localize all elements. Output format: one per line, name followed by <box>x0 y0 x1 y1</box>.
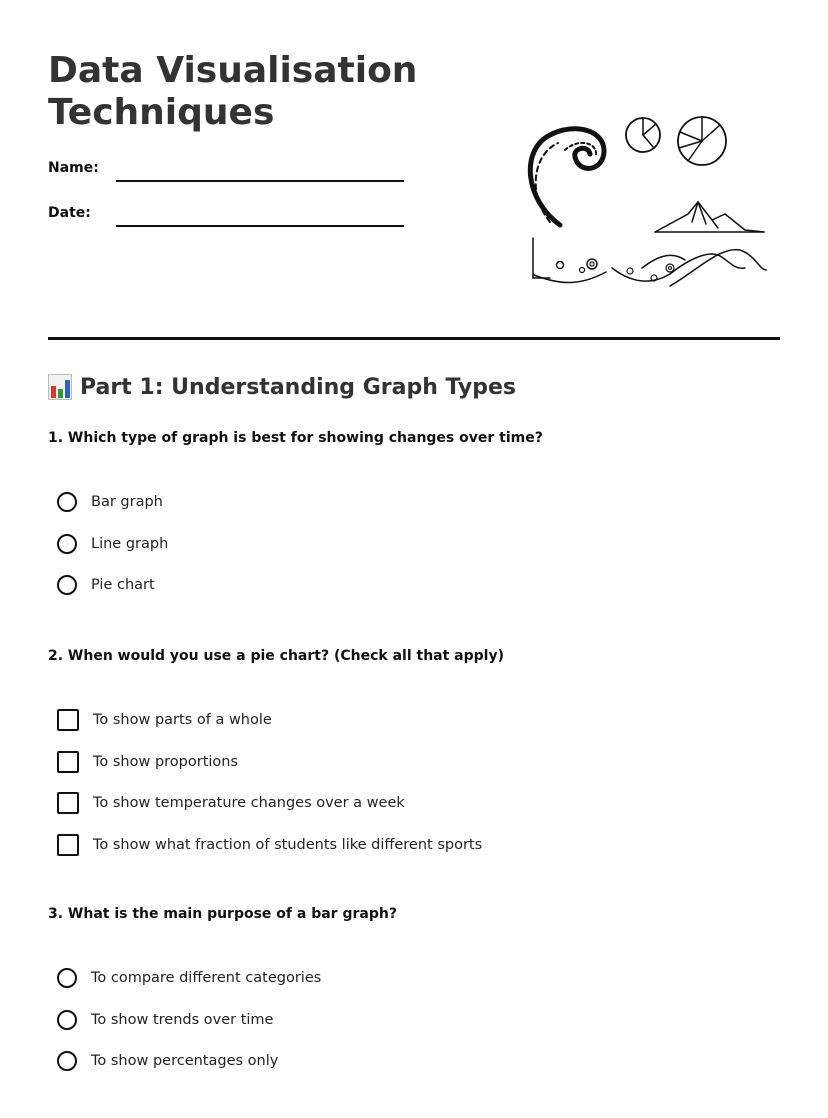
q2-option-1[interactable] <box>57 709 272 731</box>
part1-title: Part 1: Understanding Graph Types <box>80 374 517 400</box>
radio-button[interactable] <box>57 968 77 988</box>
radio-button[interactable] <box>57 575 77 595</box>
large-pie-icon <box>678 117 726 165</box>
checkbox[interactable] <box>57 834 79 856</box>
option-label: To show parts of a whole <box>93 712 272 728</box>
q1-option-2[interactable] <box>57 534 168 554</box>
name-field[interactable] <box>116 180 404 182</box>
option-label: To show percentages only <box>91 1053 279 1069</box>
page-title: Data Visualisation Techniques <box>48 50 418 133</box>
option-label: To compare different categories <box>91 970 322 986</box>
checkbox[interactable] <box>57 709 79 731</box>
date-label: Date: <box>48 205 91 221</box>
option-label: To show what fraction of students like different sports <box>93 837 483 853</box>
mountain-icon <box>655 202 764 232</box>
q1-option-1[interactable] <box>57 492 163 512</box>
radio-button[interactable] <box>57 534 77 554</box>
q3-option-3[interactable] <box>57 1051 278 1071</box>
checkbox[interactable] <box>57 792 79 814</box>
section-divider <box>48 337 780 340</box>
q3-option-2[interactable] <box>57 1010 273 1030</box>
small-pie-icon <box>626 118 660 152</box>
q3-option-1[interactable] <box>57 968 321 988</box>
part1-heading <box>48 374 516 400</box>
option-label: Pie chart <box>91 577 155 593</box>
question-3: 3. What is the main purpose of a bar graph? <box>48 906 397 922</box>
q2-option-3[interactable] <box>57 792 405 814</box>
option-label: To show trends over time <box>91 1012 274 1028</box>
q1-option-3[interactable] <box>57 575 155 595</box>
option-label: Bar graph <box>91 494 163 510</box>
radio-button[interactable] <box>57 1051 77 1071</box>
question-2: 2. When would you use a pie chart? (Check all that apply) <box>48 648 504 664</box>
date-field[interactable] <box>116 225 404 227</box>
radio-button[interactable] <box>57 492 77 512</box>
name-label: Name: <box>48 160 99 176</box>
option-label: Line graph <box>91 536 169 552</box>
bar-chart-icon <box>48 374 72 400</box>
q2-option-4[interactable] <box>57 834 482 856</box>
koru-spiral <box>530 129 604 225</box>
decorative-illustration <box>520 110 780 300</box>
option-label: To show proportions <box>93 754 239 770</box>
checkbox[interactable] <box>57 751 79 773</box>
radio-button[interactable] <box>57 1010 77 1030</box>
q2-option-2[interactable] <box>57 751 238 773</box>
question-1: 1. Which type of graph is best for showing changes over time? <box>48 430 543 446</box>
option-label: To show temperature changes over a week <box>93 795 405 811</box>
